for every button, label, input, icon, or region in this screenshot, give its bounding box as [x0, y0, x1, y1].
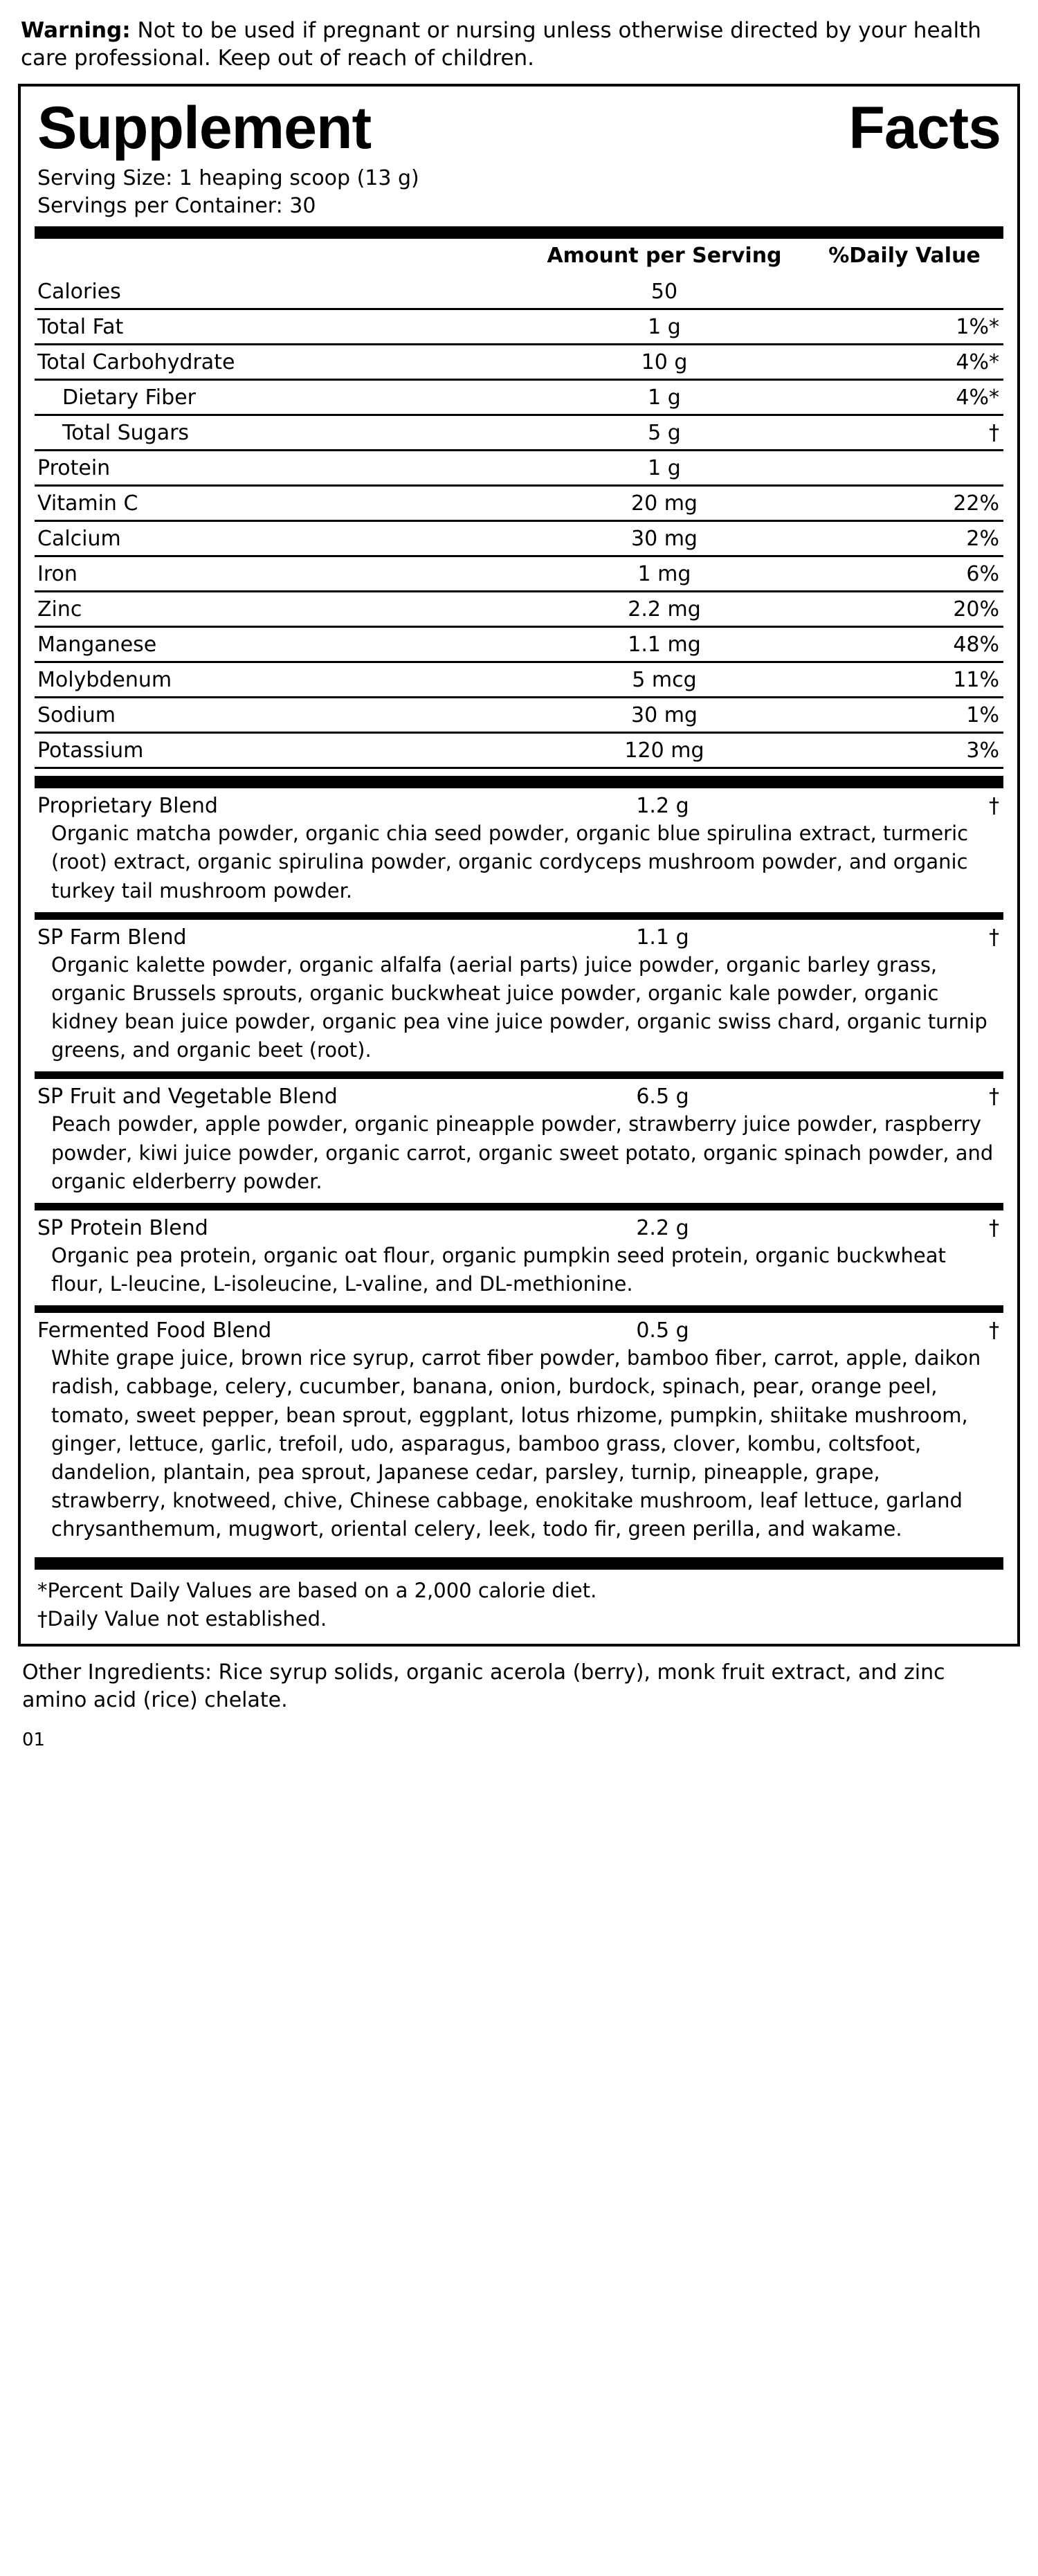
blend-name: Proprietary Blend — [37, 794, 218, 819]
nutrient-amount: 5 g — [519, 415, 810, 451]
nutrient-name: Iron — [35, 556, 519, 592]
blend-header — [35, 1079, 1003, 1110]
nutrient-daily-value: 2% — [810, 521, 1003, 556]
nutrient-row — [35, 275, 1003, 309]
nutrient-row — [35, 698, 1003, 733]
header-blank — [35, 239, 519, 275]
nutrient-daily-value: † — [810, 415, 1003, 451]
blend-header — [35, 788, 1003, 819]
blend-ingredients: Peach powder, apple powder, organic pineapple powder, strawberry juice powder, raspberry powder, kiwi juice powder, organic carrot, organic sweet potato, organic spinach powder, and organic elderberry powder. — [51, 1112, 994, 1193]
rule-thick-top — [35, 226, 1003, 239]
nutrient-amount: 1.1 mg — [519, 627, 810, 662]
blend-section — [35, 1313, 1003, 1550]
nutrient-amount: 1 g — [519, 380, 810, 415]
nutrient-row — [35, 345, 1003, 380]
blend-ingredients: Organic matcha powder, organic chia seed powder, organic blue spirulina extract, turmeric (root) extract, organic spirulina powder, organic cordyceps mushroom powder, and organic turkey tail mushroom powder. — [51, 822, 969, 902]
nutrient-daily-value: 22% — [810, 486, 1003, 521]
blend-section — [35, 1079, 1003, 1203]
nutrient-amount: 1 g — [519, 309, 810, 345]
nutrient-daily-value: 11% — [810, 662, 1003, 698]
page-code: 01 — [22, 1729, 46, 1750]
panel-title-facts: Facts — [848, 94, 1001, 161]
warning-body: Not to be used if pregnant or nursing unless otherwise directed by your health care professional. Keep out of reach of children. — [21, 18, 981, 71]
rule-thick-blends — [35, 776, 1003, 788]
blend-name: SP Fruit and Vegetable Blend — [37, 1085, 338, 1109]
nutrient-row — [35, 733, 1003, 768]
header-amount-per-serving: Amount per Serving — [547, 244, 782, 269]
blend-section — [35, 920, 1003, 1072]
blend-amount: 6.5 g — [636, 1085, 689, 1109]
warning-label: Warning: — [21, 18, 131, 43]
nutrient-row — [35, 309, 1003, 345]
blend-ingredients: White grape juice, brown rice syrup, carrot fiber powder, bamboo fiber, carrot, apple, daikon radish, cabbage, celery, cucumber, banana, onion, burdock, spinach, pear, orange peel, tomato, sweet pepper, bean sprout, eggplant, lotus rhizome, pumpkin, shiitake mushroom, ginger, lettuce, garlic, trefoil, udo, asparagus, bamboo grass, clover, kombu, coltsfoot, dandelion, plantain, pea sprout, Japanese cedar, parsley, turnip, pineapple, grape, strawberry, knotweed, chive, Chinese cabbage, enokitake mushroom, leaf lettuce, garland chrysanthemum, mugwort, oriental celery, leek, todo fir, green perilla, and wakame. — [51, 1346, 981, 1541]
nutrient-name: Vitamin C — [35, 486, 519, 521]
nutrient-name: Total Sugars — [35, 415, 519, 451]
rule-blend-separator — [35, 1305, 1003, 1313]
nutrient-name: Molybdenum — [35, 662, 519, 698]
nutrient-row — [35, 380, 1003, 415]
other-ingredients: Other Ingredients: Rice syrup solids, organic acerola (berry), monk fruit extract, and zinc amino acid (rice) chelate. — [22, 1660, 945, 1712]
blend-daily-value: † — [989, 1318, 999, 1343]
nutrient-amount: 2.2 mg — [519, 592, 810, 627]
panel-title-supplement: Supplement — [37, 94, 372, 161]
nutrient-daily-value: 3% — [810, 733, 1003, 768]
blend-ingredients: Organic kalette powder, organic alfalfa (aerial parts) juice powder, organic barley grass, organic Brussels sprouts, organic buckwheat juice powder, organic kale powder, organic kidney bean juice powder, organic pea vine juice powder, organic swiss chard, organic turnip greens, and organic beet (root). — [51, 952, 987, 1062]
nutrient-amount: 30 mg — [519, 521, 810, 556]
header-daily-value: %Daily Value — [828, 244, 981, 269]
nutrient-amount: 5 mcg — [519, 662, 810, 698]
blend-daily-value: † — [989, 925, 999, 950]
nutrient-name: Sodium — [35, 698, 519, 733]
blend-name: SP Protein Blend — [37, 1215, 208, 1240]
blend-ingredients: Organic pea protein, organic oat flour, organic pumpkin seed protein, organic buckwheat flour, L-leucine, L-isoleucine, L-valine, and DL-methionine. — [51, 1243, 946, 1296]
rule-blend-separator — [35, 1203, 1003, 1210]
nutrient-daily-value: 4%* — [810, 380, 1003, 415]
servings-per-container: Servings per Container: 30 — [37, 193, 316, 218]
nutrient-amount: 1 mg — [519, 556, 810, 592]
nutrient-table — [35, 239, 1003, 769]
nutrient-row — [35, 556, 1003, 592]
blend-amount: 1.1 g — [636, 925, 689, 950]
nutrient-name: Zinc — [35, 592, 519, 627]
nutrient-daily-value — [810, 451, 1003, 486]
nutrient-daily-value: 4%* — [810, 345, 1003, 380]
nutrient-amount: 1 g — [519, 451, 810, 486]
nutrient-name: Total Fat — [35, 309, 519, 345]
blend-header — [35, 920, 1003, 951]
footnotes — [35, 1570, 1003, 1633]
rule-thick-footnotes — [35, 1557, 1003, 1570]
nutrient-amount: 120 mg — [519, 733, 810, 768]
blend-daily-value: † — [989, 1085, 999, 1109]
blend-amount: 2.2 g — [636, 1215, 689, 1240]
blend-amount: 0.5 g — [636, 1318, 689, 1343]
supplement-facts-panel — [18, 84, 1020, 1647]
nutrient-name: Calories — [35, 275, 519, 309]
footnote-percent-dv: *Percent Daily Values are based on a 2,000 calorie diet. — [37, 1579, 597, 1603]
blend-section — [35, 1210, 1003, 1305]
panel-title — [37, 94, 1001, 161]
nutrient-name: Protein — [35, 451, 519, 486]
nutrient-daily-value: 1%* — [810, 309, 1003, 345]
nutrient-name: Potassium — [35, 733, 519, 768]
blend-amount: 1.2 g — [636, 794, 689, 819]
blend-name: Fermented Food Blend — [37, 1318, 272, 1343]
blend-name: SP Farm Blend — [37, 925, 187, 950]
nutrient-row — [35, 451, 1003, 486]
blend-daily-value: † — [989, 794, 999, 819]
nutrient-name: Total Carbohydrate — [35, 345, 519, 380]
nutrient-daily-value: 6% — [810, 556, 1003, 592]
nutrient-row — [35, 627, 1003, 662]
nutrient-name: Dietary Fiber — [35, 380, 519, 415]
nutrient-amount: 50 — [519, 275, 810, 309]
nutrient-row — [35, 662, 1003, 698]
rule-blend-separator — [35, 1071, 1003, 1079]
nutrient-amount: 20 mg — [519, 486, 810, 521]
nutrient-daily-value: 20% — [810, 592, 1003, 627]
nutrient-daily-value — [810, 275, 1003, 309]
warning-text — [21, 17, 1017, 73]
blend-header — [35, 1210, 1003, 1242]
nutrient-amount: 30 mg — [519, 698, 810, 733]
nutrient-name: Calcium — [35, 521, 519, 556]
nutrient-row — [35, 521, 1003, 556]
nutrient-row — [35, 486, 1003, 521]
nutrient-row — [35, 592, 1003, 627]
blend-header — [35, 1313, 1003, 1344]
nutrient-daily-value: 48% — [810, 627, 1003, 662]
nutrient-daily-value: 1% — [810, 698, 1003, 733]
footnote-dagger: †Daily Value not established. — [37, 1606, 327, 1631]
blend-section — [35, 788, 1003, 912]
blends-container — [35, 788, 1003, 1550]
nutrient-amount: 10 g — [519, 345, 810, 380]
nutrient-table-header-row — [35, 239, 1003, 275]
rule-blend-separator — [35, 912, 1003, 920]
blend-daily-value: † — [989, 1215, 999, 1240]
nutrient-row — [35, 415, 1003, 451]
serving-size: Serving Size: 1 heaping scoop (13 g) — [37, 166, 419, 191]
nutrient-name: Manganese — [35, 627, 519, 662]
